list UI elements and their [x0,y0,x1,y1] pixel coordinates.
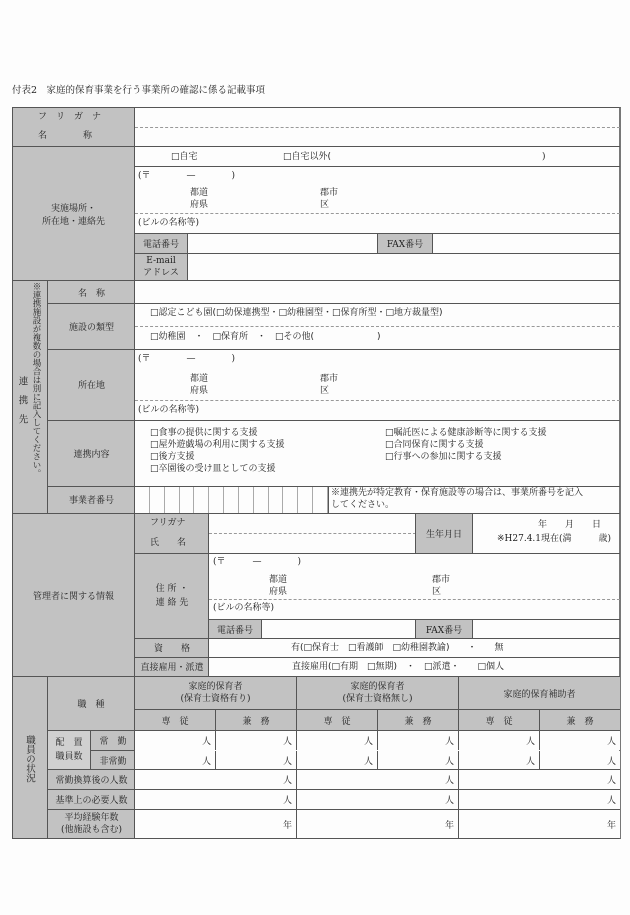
assigned-part-time-cell[interactable]: 人 [216,751,297,769]
other-close-paren: ) [542,152,546,162]
location-label-cell [13,147,135,280]
facility-type-label: 施設の類型 [68,322,114,333]
converted-label: 常勤換算後の人数 [55,776,128,786]
manager-label: 管理者に関する情報 [13,514,135,676]
required-cell[interactable]: 人 [297,790,459,809]
divider [135,400,620,401]
business-number-digit-box[interactable] [313,487,328,513]
manager-city-1: 郡市 [432,575,451,585]
converted-cell[interactable]: 人 [297,770,459,789]
partner-pref-1: 都道 [190,374,209,384]
g1-full-time: 専 従 [135,710,216,730]
group-1-line2: (保育士資格有り) [180,694,251,704]
other-than-home-checkbox[interactable]: □自宅以外( [283,152,332,162]
partner-outer-label [15,290,29,510]
business-number-digit-box[interactable] [135,487,150,513]
business-number-boxes[interactable] [135,487,328,513]
location-postal: (〒 — ) [138,171,236,181]
location-city-2: 区 [320,200,330,210]
location-building: (ビルの名称等) [138,218,200,228]
employment-options[interactable]: 直接雇用(□有期 □無期) ・ □派遣・ □個人 [292,662,505,672]
assigned-regular-cell[interactable]: 人 [459,731,540,750]
employment-label: 直接雇用・派遣 [140,663,204,673]
partner-label: 連 携 先 [16,376,28,424]
partner-postal: (〒 — ) [138,354,236,364]
content-option-health-check[interactable]: □嘱託医による健康診断等に関する支援 [385,428,547,438]
required-cell[interactable]: 人 [459,790,620,809]
g2-full-time: 専 従 [297,710,378,730]
content-right-list [385,427,547,463]
birthdate-note: ※H27.4.1現在(満 歳) [497,534,612,544]
business-number-label: 事業者番号 [68,496,114,506]
manager-address-label-2: 連 絡 先 [155,597,189,608]
business-number-note-1: ※連携先が特定教育・保育施設等の場合は、事業所番号を記入 [331,488,584,498]
experience-label-2: (他施設も含む) [60,825,123,835]
location-label-line2: 所在地・連絡先 [41,216,105,227]
assigned-part-time-cell[interactable]: 人 [459,751,540,769]
staff-outer-label: 職員の状況 [24,735,35,783]
birthdate-label: 生年月日 [415,514,473,553]
location-city-1: 郡市 [320,188,339,198]
assigned-part-time-cell[interactable]: 人 [540,751,620,769]
manager-pref-2: 府県 [269,587,288,597]
email-label-cell [135,254,188,280]
experience-cell[interactable]: 年 [135,810,297,838]
manager-city-2: 区 [432,587,442,597]
group-header-3: 家庭的保育補助者 [459,677,620,710]
partner-building: (ビルの名称等) [138,405,200,415]
email-input[interactable] [189,254,620,280]
partner-location-label: 所在地 [77,381,105,391]
experience-cell[interactable]: 年 [459,810,620,838]
manager-name-input[interactable] [210,534,415,553]
assigned-part-time-cell[interactable]: 人 [378,751,459,769]
content-option-graduation[interactable]: □卒園後の受け皿としての支援 [150,464,276,474]
manager-furigana-label: フリガナ [150,518,186,528]
assigned-label-1: 配 置 [55,738,83,748]
business-number-note-2: してください。 [331,500,395,510]
experience-label [48,810,135,838]
qualification-options[interactable]: 有(□保育士 □看護師 □幼稚園教諭) ・ 無 [291,643,504,653]
email-label-2: アドレス [143,268,179,278]
assigned-part-time-cell[interactable]: 人 [297,751,378,769]
content-option-events[interactable]: □行事への参加に関する支援 [385,452,502,462]
facility-type-row1[interactable]: □認定こども園(□幼保連携型・□幼稚園型・□保育所型・□地方裁量型) [150,308,443,318]
manager-fax-input[interactable] [474,620,620,638]
content-option-playground[interactable]: □屋外遊戯場の利用に関する支援 [150,440,285,450]
assigned-part-time-cell[interactable]: 人 [135,751,216,769]
converted-cell[interactable]: 人 [459,770,620,789]
form-title: 付表2 家庭的保育事業を行う事業所の確認に係る記載事項 [12,85,266,96]
business-number-digit-box[interactable] [283,487,298,513]
g3-concurrent: 兼 務 [566,716,594,727]
content-option-meal[interactable]: □食事の提供に関する支援 [150,428,258,438]
business-number-digit-box[interactable] [180,487,195,513]
group-header-1 [135,677,297,710]
group-header-2 [297,677,459,710]
birthdate-ymd[interactable]: 年 月 日 [538,520,602,530]
furigana-input[interactable] [136,108,620,126]
divider [135,166,620,167]
partner-content-label: 連携内容 [73,449,110,460]
business-number-digit-box[interactable] [224,487,239,513]
group-2-line2: (保育士資格無し) [342,694,413,704]
manager-postal: (〒 — ) [213,557,302,567]
content-option-backup[interactable]: □後方支援 [150,452,195,462]
home-checkbox[interactable]: □自宅 [171,152,198,162]
assigned-regular-cell[interactable]: 人 [216,731,297,750]
assigned-label [48,731,91,769]
fax-label: FAX番号 [377,234,433,253]
assigned-regular-cell[interactable]: 人 [378,731,459,750]
partner-city-1: 郡市 [320,374,339,384]
experience-label-1: 平均経験年数 [64,813,119,823]
divider [135,213,620,214]
assigned-regular-cell[interactable]: 人 [540,731,620,750]
part-time-label: 非常勤 [99,756,127,767]
manager-pref-1: 都道 [269,575,288,585]
partner-city-2: 区 [320,386,330,396]
manager-building: (ビルの名称等) [213,603,275,613]
divider [209,599,620,600]
email-label-1: E-mail [146,256,176,266]
location-pref-2: 府県 [190,200,209,210]
name-label: 名 称 [38,131,93,141]
location-fax-input[interactable] [434,234,620,253]
manager-phone-label: 電話番号 [209,620,262,638]
required-label: 基準上の必要人数 [55,796,128,806]
manager-furigana-input[interactable] [210,514,415,533]
manager-fax-label: FAX番号 [415,620,473,638]
business-number-digit-box[interactable] [165,487,180,513]
g3-full-time: 専 従 [459,710,540,730]
name-input[interactable] [136,128,620,146]
facility-type-row2[interactable]: □幼稚園 ・ □保育所 ・ □その他( ) [150,332,381,342]
location-label-line1: 実施場所・ [50,203,96,214]
phone-label: 電話番号 [135,234,188,253]
partner-name-label: 名 称 [77,288,105,299]
group-2-line1: 家庭的保育者 [350,682,405,692]
partner-pref-2: 府県 [190,386,209,396]
g2-concurrent: 兼 務 [378,710,459,730]
business-number-digit-box[interactable] [254,487,269,513]
manager-address-label [135,553,209,638]
partner-name-input[interactable] [136,281,620,303]
regular-label: 常 勤 [99,737,127,747]
business-number-digit-box[interactable] [194,487,209,513]
furigana-label: フ リ ガ ナ [38,112,102,122]
qualification-label: 資 格 [153,644,190,654]
required-cell[interactable]: 人 [135,790,297,809]
group-1-line1: 家庭的保育者 [188,682,243,692]
assigned-regular-cell[interactable]: 人 [135,731,216,750]
experience-cell[interactable]: 年 [297,810,459,838]
content-left-list [150,427,285,475]
location-phone-input[interactable] [189,234,375,253]
assigned-regular-cell[interactable]: 人 [297,731,378,750]
divider [135,326,620,327]
assigned-label-2: 職員数 [55,752,83,762]
g1-concurrent: 兼 務 [216,710,297,730]
manager-phone-input[interactable] [263,620,415,638]
business-number-note [328,487,620,513]
content-option-joint-care[interactable]: □合同保育に関する支援 [385,440,484,450]
converted-cell[interactable]: 人 [135,770,297,789]
partner-note: ※連携施設が複数の場合は別に記入してください。 [31,282,41,478]
location-pref-1: 都道 [190,188,209,198]
business-number-digit-box[interactable] [298,487,313,513]
business-number-digit-box[interactable] [209,487,224,513]
business-number-digit-box[interactable] [150,487,165,513]
business-number-digit-box[interactable] [269,487,284,513]
business-number-digit-box[interactable] [239,487,254,513]
job-label: 職 種 [48,677,135,730]
manager-address-label-1: 住 所 ・ [155,583,189,594]
manager-name-label: 氏 名 [150,538,187,548]
